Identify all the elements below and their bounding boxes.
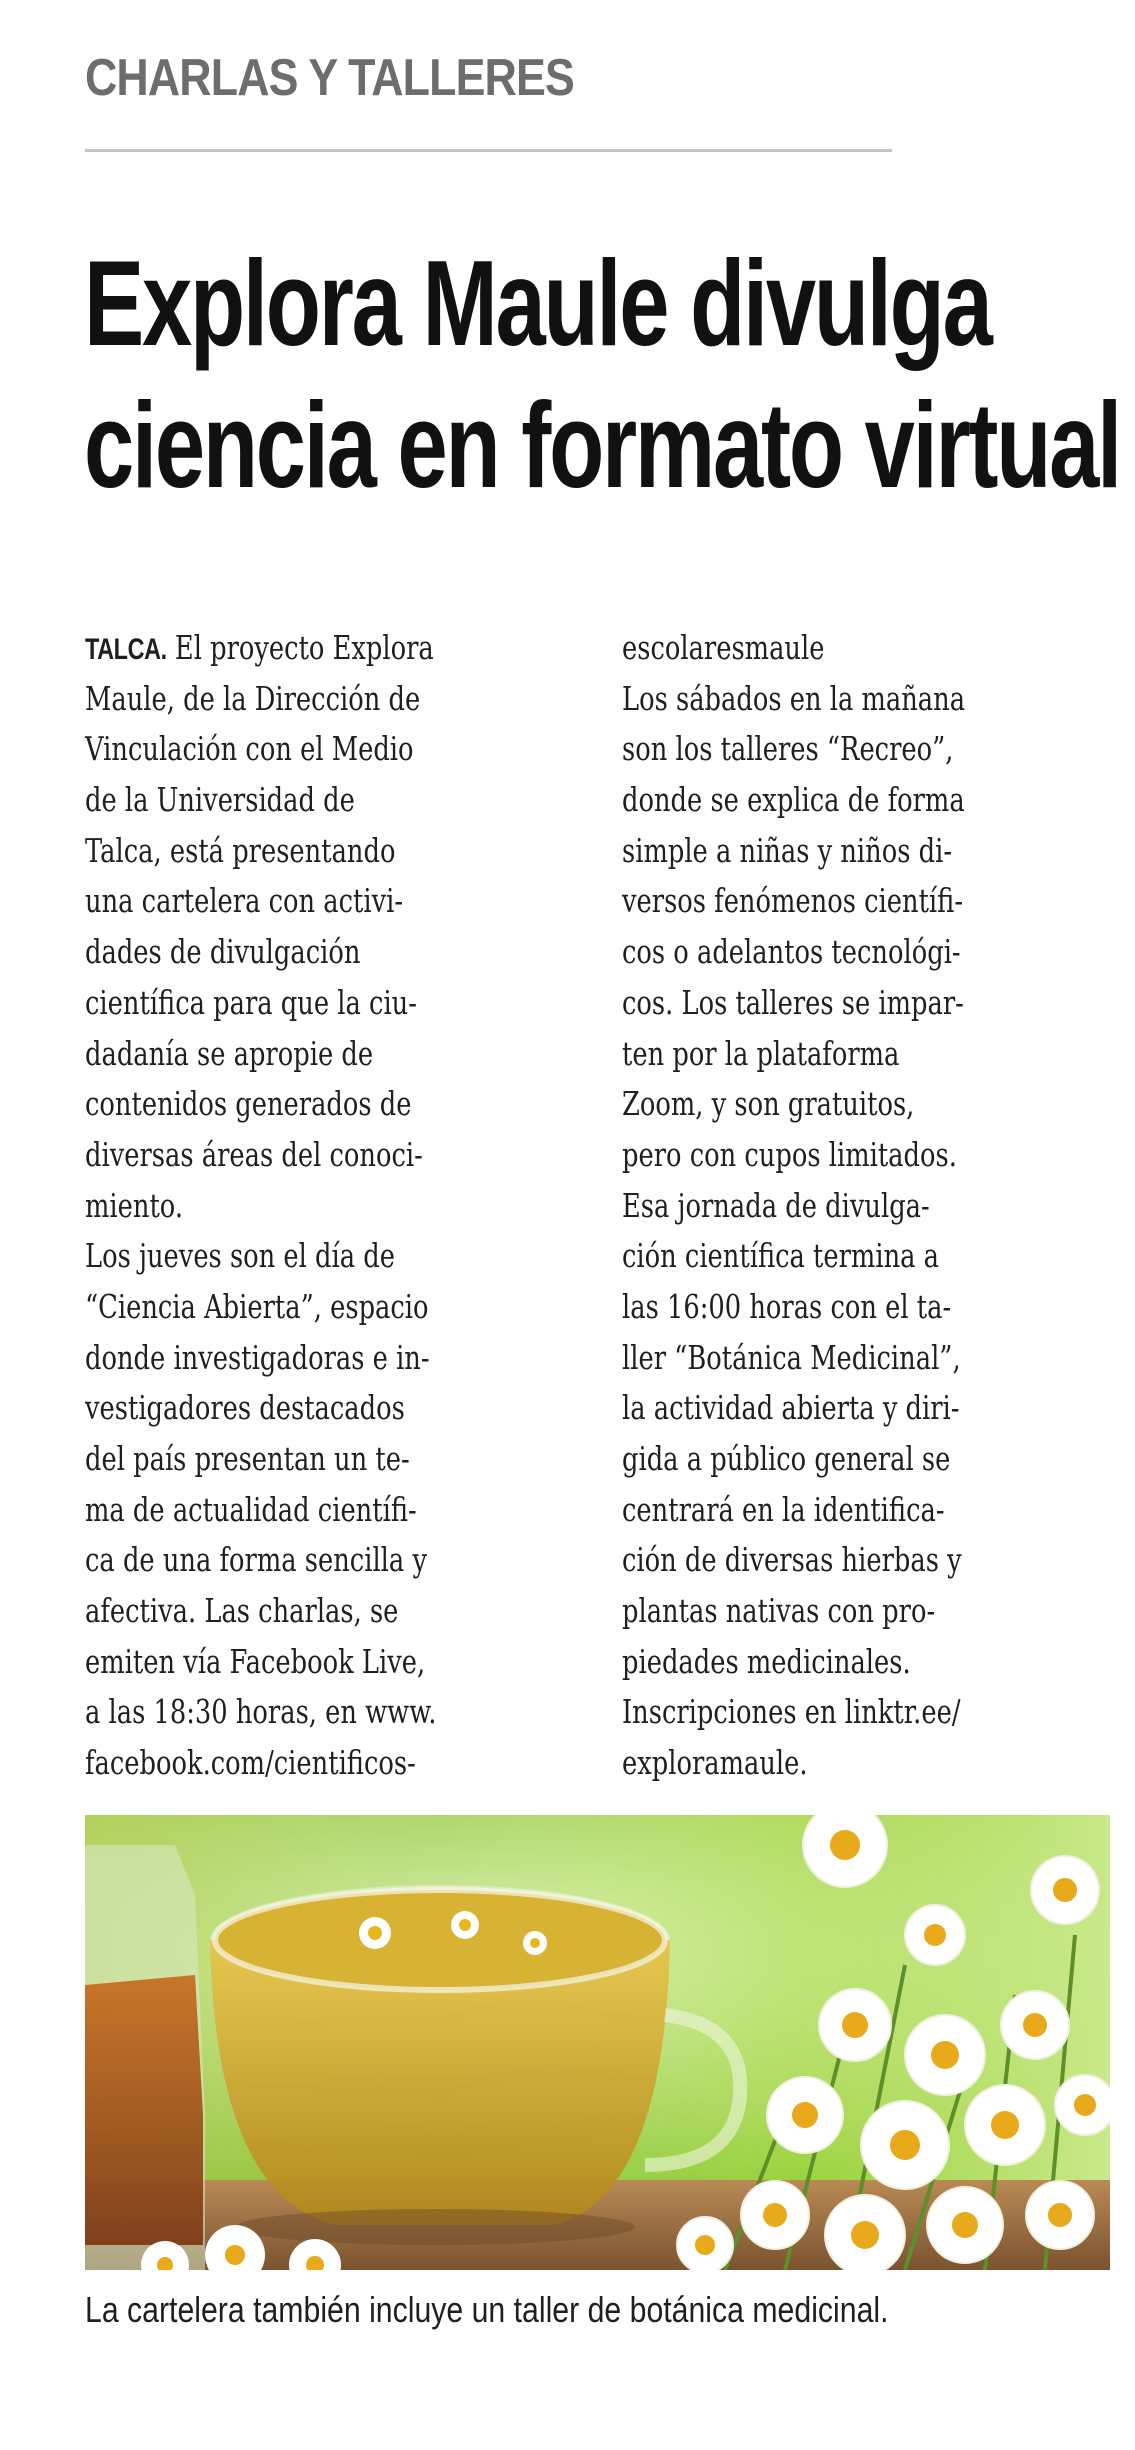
article-line-text: Zoom, y son gratuitos, xyxy=(622,1084,915,1124)
article-line-text: exploramaule. xyxy=(622,1743,808,1783)
article-line xyxy=(85,724,461,775)
article-line xyxy=(85,623,461,674)
article-line-text: plantas nativas con pro- xyxy=(622,1591,936,1631)
article-line-text: una cartelera con activi- xyxy=(85,881,404,921)
article-line-text: dadanía se apropie de xyxy=(85,1033,374,1073)
article-line xyxy=(85,674,461,725)
article-line xyxy=(622,1130,1000,1181)
article-line xyxy=(85,1130,461,1181)
article-line xyxy=(622,1535,1000,1586)
article-line-text: ller “Botánica Medicinal”, xyxy=(622,1337,961,1377)
article-line-text: la actividad abierta y diri- xyxy=(622,1388,960,1428)
article-line-text: “Ciencia Abierta”, espacio xyxy=(85,1286,429,1326)
article-line xyxy=(622,1637,1000,1688)
article-line xyxy=(85,1231,461,1282)
article-line xyxy=(622,1485,1000,1536)
photo-caption: La cartelera también incluye un taller de botánica medicinal. xyxy=(85,2289,889,2330)
article-line xyxy=(85,1535,461,1586)
article-line xyxy=(622,1029,1000,1080)
article-line xyxy=(85,1434,461,1485)
article-photo xyxy=(85,1815,1110,2270)
article-line xyxy=(622,978,1000,1029)
article-line xyxy=(85,978,461,1029)
article-line-text: ma de actualidad científi- xyxy=(85,1489,417,1529)
article-line xyxy=(622,927,1000,978)
article-line-text: escolaresmaule xyxy=(622,628,825,667)
article-line-text: donde se explica de forma xyxy=(622,780,965,820)
article-column-1 xyxy=(85,623,567,1789)
article-line xyxy=(85,1687,461,1738)
article-line xyxy=(85,927,461,978)
article-line xyxy=(85,1586,461,1637)
article-line-text: El proyecto Explora xyxy=(166,628,434,667)
article-line-text: ción de diversas hierbas y xyxy=(622,1540,962,1580)
article-line-text: dades de divulgación xyxy=(85,932,361,972)
article-line-text: gida a público general se xyxy=(622,1439,951,1478)
article-line xyxy=(85,826,461,877)
article-line xyxy=(622,1079,1000,1130)
article-line xyxy=(622,1231,1000,1282)
article-line-text: ca de una forma sencilla y xyxy=(85,1540,427,1580)
article-line-text: ción científica termina a xyxy=(622,1236,940,1276)
article-line-text: cos. Los talleres se impar- xyxy=(622,982,964,1022)
article-column-2 xyxy=(622,623,1107,1789)
article-line xyxy=(622,1687,1000,1738)
article-line-text: vestigadores destacados xyxy=(85,1388,405,1428)
article-line xyxy=(85,1333,461,1384)
article-line xyxy=(622,1586,1000,1637)
article-line-text: Inscripciones en linktr.ee/ xyxy=(622,1692,961,1732)
article-line xyxy=(85,1383,461,1434)
article-line xyxy=(622,1738,1000,1789)
article-line-text: pero con cupos limitados. xyxy=(622,1134,957,1174)
article-line xyxy=(622,1282,1000,1333)
article-line-text: donde investigadoras e in- xyxy=(85,1337,430,1377)
article-line xyxy=(622,724,1000,775)
article-line-text: simple a niñas y niños di- xyxy=(622,830,953,870)
article-line-text: afectiva. Las charlas, se xyxy=(85,1591,399,1631)
article-line-text: a las 18:30 horas, en www. xyxy=(85,1692,437,1732)
section-label: CHARLAS Y TALLERES xyxy=(85,49,574,107)
headline-line-1: Explora Maule divulga xyxy=(84,235,991,371)
article-line xyxy=(622,1434,1000,1485)
article-line-text: del país presentan un te- xyxy=(85,1439,410,1478)
article-line xyxy=(85,775,461,826)
article-line-text: piedades medicinales. xyxy=(622,1641,911,1681)
article-line xyxy=(622,876,1000,927)
article-line xyxy=(622,1333,1000,1384)
article-line xyxy=(85,1738,461,1789)
article-dateline: TALCA. xyxy=(85,633,167,666)
article-line-text: versos fenómenos científi- xyxy=(622,881,964,921)
article-line-text: ten por la plataforma xyxy=(622,1033,900,1073)
article-line xyxy=(622,674,1000,725)
section-divider xyxy=(85,149,892,152)
article-line xyxy=(85,876,461,927)
article-line-text: cos o adelantos tecnológi- xyxy=(622,932,961,972)
article-line xyxy=(85,1029,461,1080)
article-line-text: son los talleres “Recreo”, xyxy=(622,729,954,769)
article-line xyxy=(622,1383,1000,1434)
article-line xyxy=(85,1181,461,1232)
article-line-text: diversas áreas del conoci- xyxy=(85,1134,423,1174)
article-line-text: Esa jornada de divulga- xyxy=(622,1185,930,1225)
article-line xyxy=(622,826,1000,877)
article-line xyxy=(85,1282,461,1333)
headline-line-2: ciencia en formato virtual xyxy=(84,377,1120,513)
article-line-text: emiten vía Facebook Live, xyxy=(85,1641,426,1681)
article-line xyxy=(622,623,1000,674)
article-line-text: contenidos generados de xyxy=(85,1084,412,1124)
article-line-text: las 16:00 horas con el ta- xyxy=(622,1286,952,1326)
article-line-text: de la Universidad de xyxy=(85,780,355,820)
article-line-text: facebook.com/cientificos- xyxy=(85,1743,416,1783)
article-line-text: centrará en la identifica- xyxy=(622,1489,945,1529)
article-line-text: miento. xyxy=(85,1185,184,1225)
article-line xyxy=(622,1181,1000,1232)
headline xyxy=(84,232,1120,516)
article-line xyxy=(85,1079,461,1130)
article-line xyxy=(85,1485,461,1536)
article-line-text: Talca, está presentando xyxy=(85,830,396,870)
article-line-text: científica para que la ciu- xyxy=(85,982,417,1022)
article-line-text: Maule, de la Dirección de xyxy=(85,678,421,718)
article-line-text: Los jueves son el día de xyxy=(85,1236,396,1276)
article-line-text: Los sábados en la mañana xyxy=(622,678,966,718)
article-line xyxy=(622,775,1000,826)
article-line xyxy=(85,1637,461,1688)
article-line-text: Vinculación con el Medio xyxy=(85,729,414,769)
chamomile-tea-image xyxy=(85,1815,1110,2270)
